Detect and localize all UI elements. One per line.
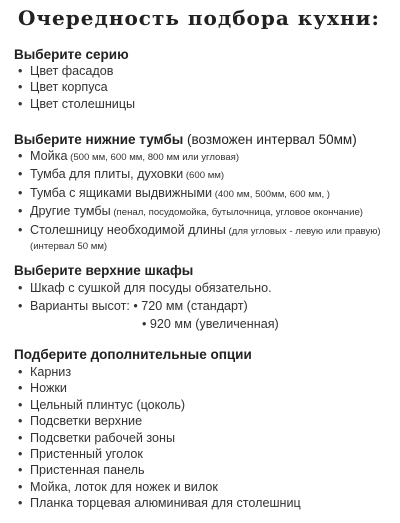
bullet-list — [14, 148, 394, 240]
list-item — [14, 148, 394, 166]
item-detail: (600 мм) — [183, 170, 225, 182]
list-item: • Подсветки верхние — [14, 413, 394, 429]
section-heading: Подберите дополнительные опции — [14, 347, 252, 362]
bullet-list — [14, 279, 394, 315]
list-item — [14, 203, 394, 221]
bullet-list — [14, 63, 394, 112]
list-item: • Цвет корпуса — [14, 79, 394, 95]
list-item: • Ножки — [14, 380, 394, 396]
item-detail: (500 мм, 600 мм, 800 мм или угловая) — [67, 152, 240, 163]
section-lower-cabinets — [14, 131, 394, 253]
section-upper-cabinets — [14, 262, 394, 333]
item-main: Столешницу необходимой длины — [30, 222, 226, 237]
list-item — [14, 166, 394, 184]
list-item: • Варианты высот: • 720 мм (стандарт) — [14, 297, 394, 315]
section-options — [14, 346, 394, 512]
page-title: Очередность подбора кухни: — [18, 6, 380, 30]
item-detail: (пенал, посудомойка, бутылочница, угловое окончание) — [110, 207, 363, 219]
item-main: Тумба с ящиками выдвижными — [30, 185, 213, 200]
list-item: • Пристенная панель — [14, 462, 394, 478]
list-item: • Цвет фасадов — [14, 63, 394, 79]
section-heading: Выберите серию — [14, 47, 129, 62]
item-main: Тумба для плиты, духовки — [30, 167, 184, 182]
item-detail: (400 мм, 500мм, 600 мм, ) — [212, 188, 331, 200]
list-item: • Карниз — [14, 364, 394, 380]
section-series — [14, 46, 394, 112]
section-heading-text: Выберите нижние тумбы — [14, 132, 184, 147]
list-item: • Пристенный уголок — [14, 446, 394, 462]
list-item: • Мойка, лоток для ножек и вилок — [14, 479, 394, 495]
height-variant-2: • 920 мм (увеличенная) — [142, 317, 279, 331]
list-item — [14, 185, 394, 203]
list-item: • Планка торцевая алюминивая для столешниц — [14, 495, 394, 511]
section-heading — [14, 131, 394, 148]
list-item: • Шкаф с сушкой для посуды обязательно. — [14, 279, 394, 297]
section-heading-note: (возможен интервал 50мм) — [183, 132, 357, 147]
list-item — [14, 222, 394, 240]
section-heading: Выберите верхние шкафы — [14, 263, 194, 278]
item-main: Другие тумбы — [30, 204, 111, 219]
list-item: • Цвет столешницы — [14, 96, 394, 112]
item-main: Мойка — [30, 149, 68, 163]
item-detail: (для угловых - левую или правую) — [225, 225, 381, 237]
item-continuation: (интервал 50 мм) — [30, 241, 108, 253]
list-item: • Подсветки рабочей зоны — [14, 430, 394, 446]
bullet-list — [14, 364, 394, 512]
list-item: • Цельный плинтус (цоколь) — [14, 397, 394, 413]
